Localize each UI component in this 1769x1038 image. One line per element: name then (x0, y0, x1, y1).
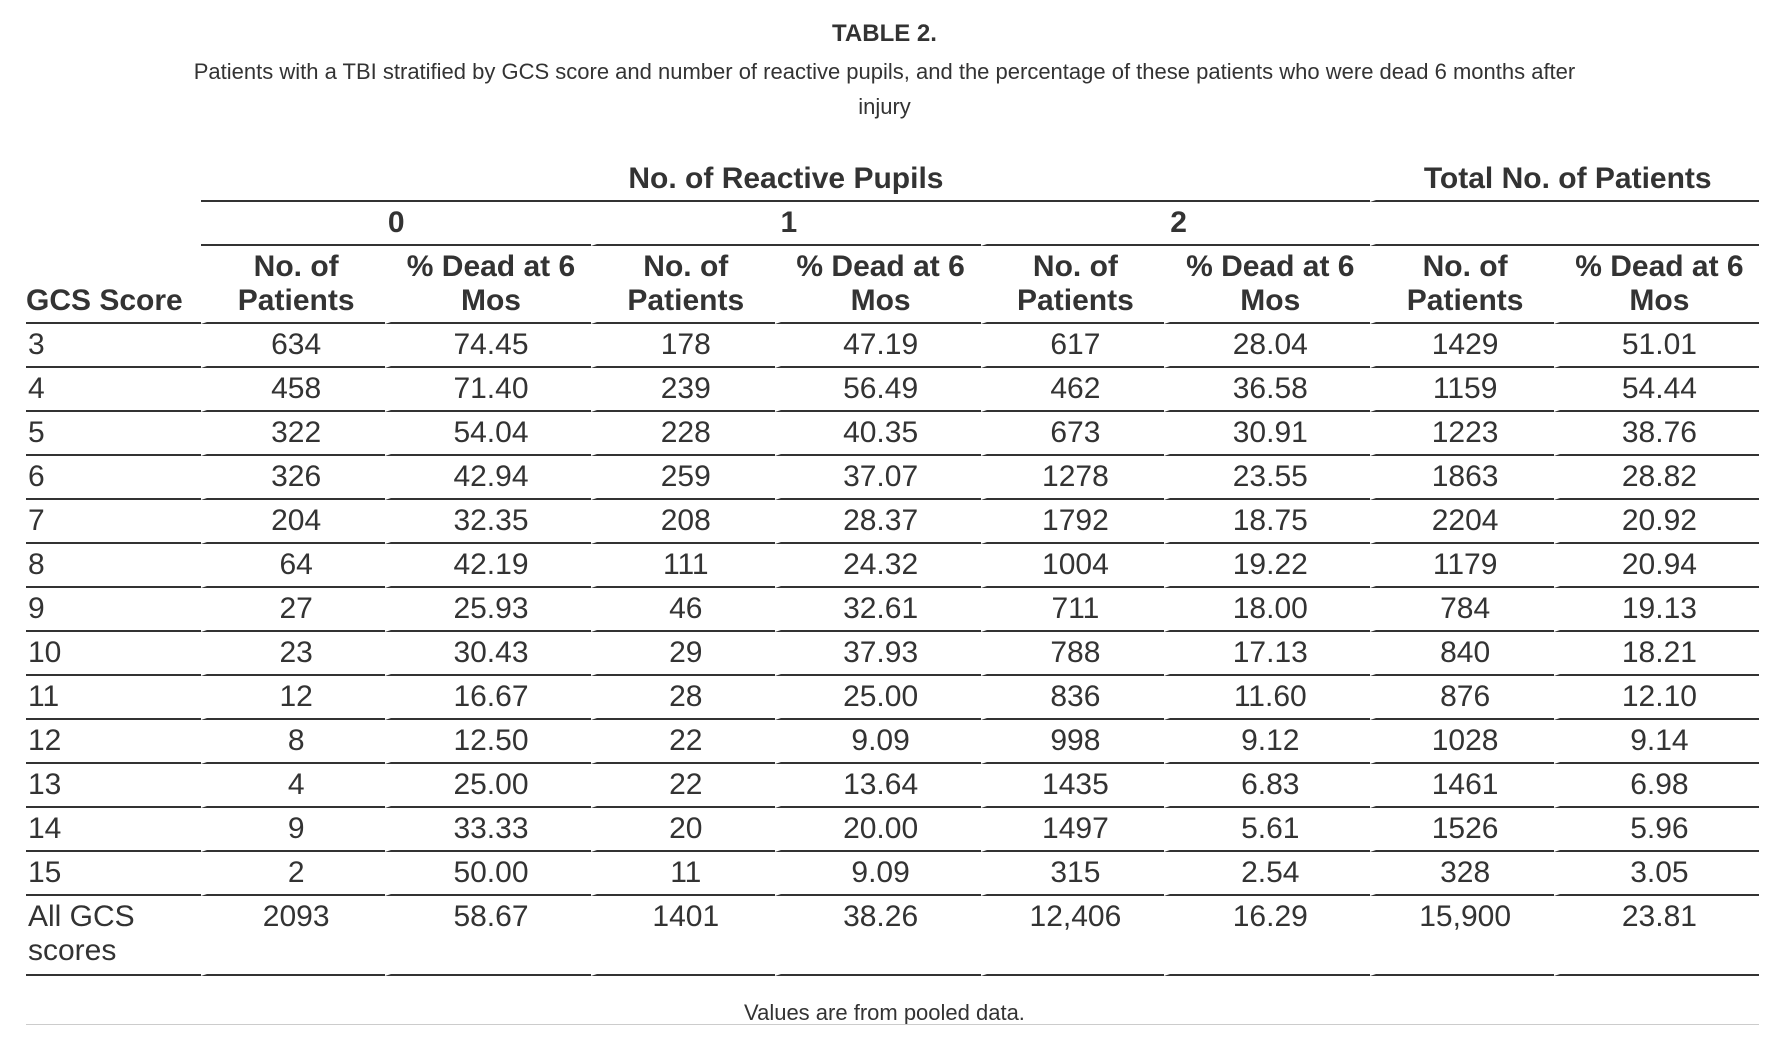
pct-dead-cell: 20.00 (775, 808, 981, 852)
patients-count-cell: 178 (591, 324, 774, 368)
patients-count-cell: 2204 (1370, 500, 1553, 544)
patients-count-cell: 4 (201, 764, 384, 808)
patients-count-cell: 1401 (591, 896, 774, 976)
gcs-score-cell: 13 (26, 764, 201, 808)
pct-dead-cell: 37.07 (775, 456, 981, 500)
gcs-score-cell: 3 (26, 324, 201, 368)
pct-dead-cell: 37.93 (775, 632, 981, 676)
table-row (26, 632, 1759, 676)
pct-dead-cell: 13.64 (775, 764, 981, 808)
pct-dead-cell: 30.91 (1164, 412, 1370, 456)
gcs-score-cell: 7 (26, 500, 201, 544)
table-row (26, 852, 1759, 896)
header-pct-dead: % Dead at 6 Mos (775, 246, 981, 324)
patients-count-cell: 998 (981, 720, 1164, 764)
pct-dead-cell: 20.94 (1554, 544, 1759, 588)
patients-count-cell: 22 (591, 764, 774, 808)
gcs-score-cell: 15 (26, 852, 201, 896)
patients-count-cell: 228 (591, 412, 774, 456)
gcs-score-cell: 11 (26, 676, 201, 720)
patients-count-cell: 840 (1370, 632, 1553, 676)
pct-dead-cell: 50.00 (385, 852, 591, 896)
pct-dead-cell: 25.00 (775, 676, 981, 720)
header-pct-dead: % Dead at 6 Mos (1554, 246, 1759, 324)
patients-count-cell: 462 (981, 368, 1164, 412)
pct-dead-cell: 25.93 (385, 588, 591, 632)
patients-count-cell: 15,900 (1370, 896, 1553, 976)
pct-dead-cell: 5.96 (1554, 808, 1759, 852)
pct-dead-cell: 17.13 (1164, 632, 1370, 676)
patients-count-cell: 29 (591, 632, 774, 676)
table-header (26, 158, 1759, 324)
pct-dead-cell: 74.45 (385, 324, 591, 368)
patients-count-cell: 1179 (1370, 544, 1553, 588)
patients-count-cell: 20 (591, 808, 774, 852)
header-total-spacer (1370, 202, 1759, 246)
patients-count-cell: 239 (591, 368, 774, 412)
pct-dead-cell: 32.61 (775, 588, 981, 632)
pct-dead-cell: 12.50 (385, 720, 591, 764)
pct-dead-cell: 11.60 (1164, 676, 1370, 720)
patients-count-cell: 1028 (1370, 720, 1553, 764)
patients-count-cell: 617 (981, 324, 1164, 368)
patients-count-cell: 259 (591, 456, 774, 500)
patients-count-cell: 1429 (1370, 324, 1553, 368)
pct-dead-cell: 6.83 (1164, 764, 1370, 808)
patients-count-cell: 23 (201, 632, 384, 676)
pct-dead-cell: 33.33 (385, 808, 591, 852)
patients-count-cell: 8 (201, 720, 384, 764)
patients-count-cell: 2093 (201, 896, 384, 976)
patients-count-cell: 11 (591, 852, 774, 896)
patients-count-cell: 12 (201, 676, 384, 720)
pct-dead-cell: 47.19 (775, 324, 981, 368)
pct-dead-cell: 54.04 (385, 412, 591, 456)
table-row (26, 588, 1759, 632)
patients-count-cell: 204 (201, 500, 384, 544)
table-row (26, 324, 1759, 368)
pct-dead-cell: 38.26 (775, 896, 981, 976)
table-footnote: Values are from pooled data. (744, 1000, 1025, 1025)
table-row (26, 368, 1759, 412)
pct-dead-cell: 19.22 (1164, 544, 1370, 588)
pct-dead-cell: 19.13 (1554, 588, 1759, 632)
pct-dead-cell: 16.67 (385, 676, 591, 720)
patients-count-cell: 9 (201, 808, 384, 852)
patients-count-cell: 1159 (1370, 368, 1553, 412)
patients-count-cell: 1223 (1370, 412, 1553, 456)
gcs-score-cell: 14 (26, 808, 201, 852)
pct-dead-cell: 5.61 (1164, 808, 1370, 852)
patients-count-cell: 788 (981, 632, 1164, 676)
gcs-score-cell: 12 (26, 720, 201, 764)
patients-count-cell: 208 (591, 500, 774, 544)
patients-count-cell: 784 (1370, 588, 1553, 632)
gcs-score-cell: 10 (26, 632, 201, 676)
gcs-score-cell: 6 (26, 456, 201, 500)
header-pct-dead: % Dead at 6 Mos (385, 246, 591, 324)
pct-dead-cell: 9.14 (1554, 720, 1759, 764)
pct-dead-cell: 23.55 (1164, 456, 1370, 500)
pct-dead-cell: 2.54 (1164, 852, 1370, 896)
patients-count-cell: 1278 (981, 456, 1164, 500)
header-no-of-patients: No. of Patients (1370, 246, 1553, 324)
pct-dead-cell: 18.00 (1164, 588, 1370, 632)
pct-dead-cell: 30.43 (385, 632, 591, 676)
table-body (26, 324, 1759, 976)
header-no-of-patients: No. of Patients (981, 246, 1164, 324)
gcs-score-cell: 8 (26, 544, 201, 588)
pct-dead-cell: 28.04 (1164, 324, 1370, 368)
patients-count-cell: 711 (981, 588, 1164, 632)
patients-count-cell: 673 (981, 412, 1164, 456)
table-row (26, 764, 1759, 808)
table-row (26, 676, 1759, 720)
patients-count-cell: 64 (201, 544, 384, 588)
table-row (26, 544, 1759, 588)
header-total-patients: Total No. of Patients (1370, 158, 1759, 202)
patients-count-cell: 1461 (1370, 764, 1553, 808)
data-table (26, 158, 1759, 976)
patients-count-cell: 634 (201, 324, 384, 368)
header-no-of-patients: No. of Patients (201, 246, 384, 324)
pct-dead-cell: 9.12 (1164, 720, 1370, 764)
gcs-score-cell: All GCS scores (26, 896, 201, 976)
pct-dead-cell: 32.35 (385, 500, 591, 544)
header-spacer (26, 202, 201, 246)
patients-count-cell: 111 (591, 544, 774, 588)
patients-count-cell: 876 (1370, 676, 1553, 720)
table-row (26, 412, 1759, 456)
table-row (26, 720, 1759, 764)
patients-count-cell: 1004 (981, 544, 1164, 588)
gcs-score-cell: 9 (26, 588, 201, 632)
pct-dead-cell: 24.32 (775, 544, 981, 588)
patients-count-cell: 1792 (981, 500, 1164, 544)
table-title: TABLE 2. (832, 20, 937, 47)
pct-dead-cell: 51.01 (1554, 324, 1759, 368)
patients-count-cell: 1497 (981, 808, 1164, 852)
gcs-score-cell: 5 (26, 412, 201, 456)
patients-count-cell: 328 (1370, 852, 1553, 896)
patients-count-cell: 12,406 (981, 896, 1164, 976)
pct-dead-cell: 40.35 (775, 412, 981, 456)
table-row (26, 500, 1759, 544)
patients-count-cell: 458 (201, 368, 384, 412)
patients-count-cell: 326 (201, 456, 384, 500)
gcs-score-cell: 4 (26, 368, 201, 412)
pct-dead-cell: 18.75 (1164, 500, 1370, 544)
header-reactive-pupils: No. of Reactive Pupils (201, 158, 1370, 202)
header-gcs-score: GCS Score (26, 246, 201, 324)
patients-count-cell: 28 (591, 676, 774, 720)
header-pct-dead: % Dead at 6 Mos (1164, 246, 1370, 324)
header-pupils-2: 2 (981, 202, 1371, 246)
footnote-divider (26, 1024, 1759, 1025)
pct-dead-cell: 12.10 (1554, 676, 1759, 720)
table-row (26, 456, 1759, 500)
patients-count-cell: 836 (981, 676, 1164, 720)
pct-dead-cell: 38.76 (1554, 412, 1759, 456)
pct-dead-cell: 3.05 (1554, 852, 1759, 896)
pct-dead-cell: 28.82 (1554, 456, 1759, 500)
pct-dead-cell: 20.92 (1554, 500, 1759, 544)
pct-dead-cell: 9.09 (775, 852, 981, 896)
patients-count-cell: 46 (591, 588, 774, 632)
pct-dead-cell: 56.49 (775, 368, 981, 412)
patients-count-cell: 2 (201, 852, 384, 896)
header-pupils-1: 1 (591, 202, 981, 246)
pct-dead-cell: 18.21 (1554, 632, 1759, 676)
pct-dead-cell: 9.09 (775, 720, 981, 764)
table-row (26, 808, 1759, 852)
table-caption: Patients with a TBI stratified by GCS score and number of reactive pupils, and the percentage of these patients who were dead 6 months after injury (193, 59, 1576, 119)
header-no-of-patients: No. of Patients (591, 246, 774, 324)
patients-count-cell: 322 (201, 412, 384, 456)
pct-dead-cell: 36.58 (1164, 368, 1370, 412)
pct-dead-cell: 16.29 (1164, 896, 1370, 976)
patients-count-cell: 27 (201, 588, 384, 632)
patients-count-cell: 1526 (1370, 808, 1553, 852)
pct-dead-cell: 71.40 (385, 368, 591, 412)
header-pupils-0: 0 (201, 202, 591, 246)
patients-count-cell: 1863 (1370, 456, 1553, 500)
pct-dead-cell: 23.81 (1554, 896, 1759, 976)
pct-dead-cell: 42.94 (385, 456, 591, 500)
pct-dead-cell: 25.00 (385, 764, 591, 808)
table-row (26, 896, 1759, 976)
pct-dead-cell: 54.44 (1554, 368, 1759, 412)
patients-count-cell: 22 (591, 720, 774, 764)
patients-count-cell: 315 (981, 852, 1164, 896)
header-spacer (26, 158, 201, 202)
pct-dead-cell: 6.98 (1554, 764, 1759, 808)
patients-count-cell: 1435 (981, 764, 1164, 808)
pct-dead-cell: 28.37 (775, 500, 981, 544)
pct-dead-cell: 58.67 (385, 896, 591, 976)
pct-dead-cell: 42.19 (385, 544, 591, 588)
